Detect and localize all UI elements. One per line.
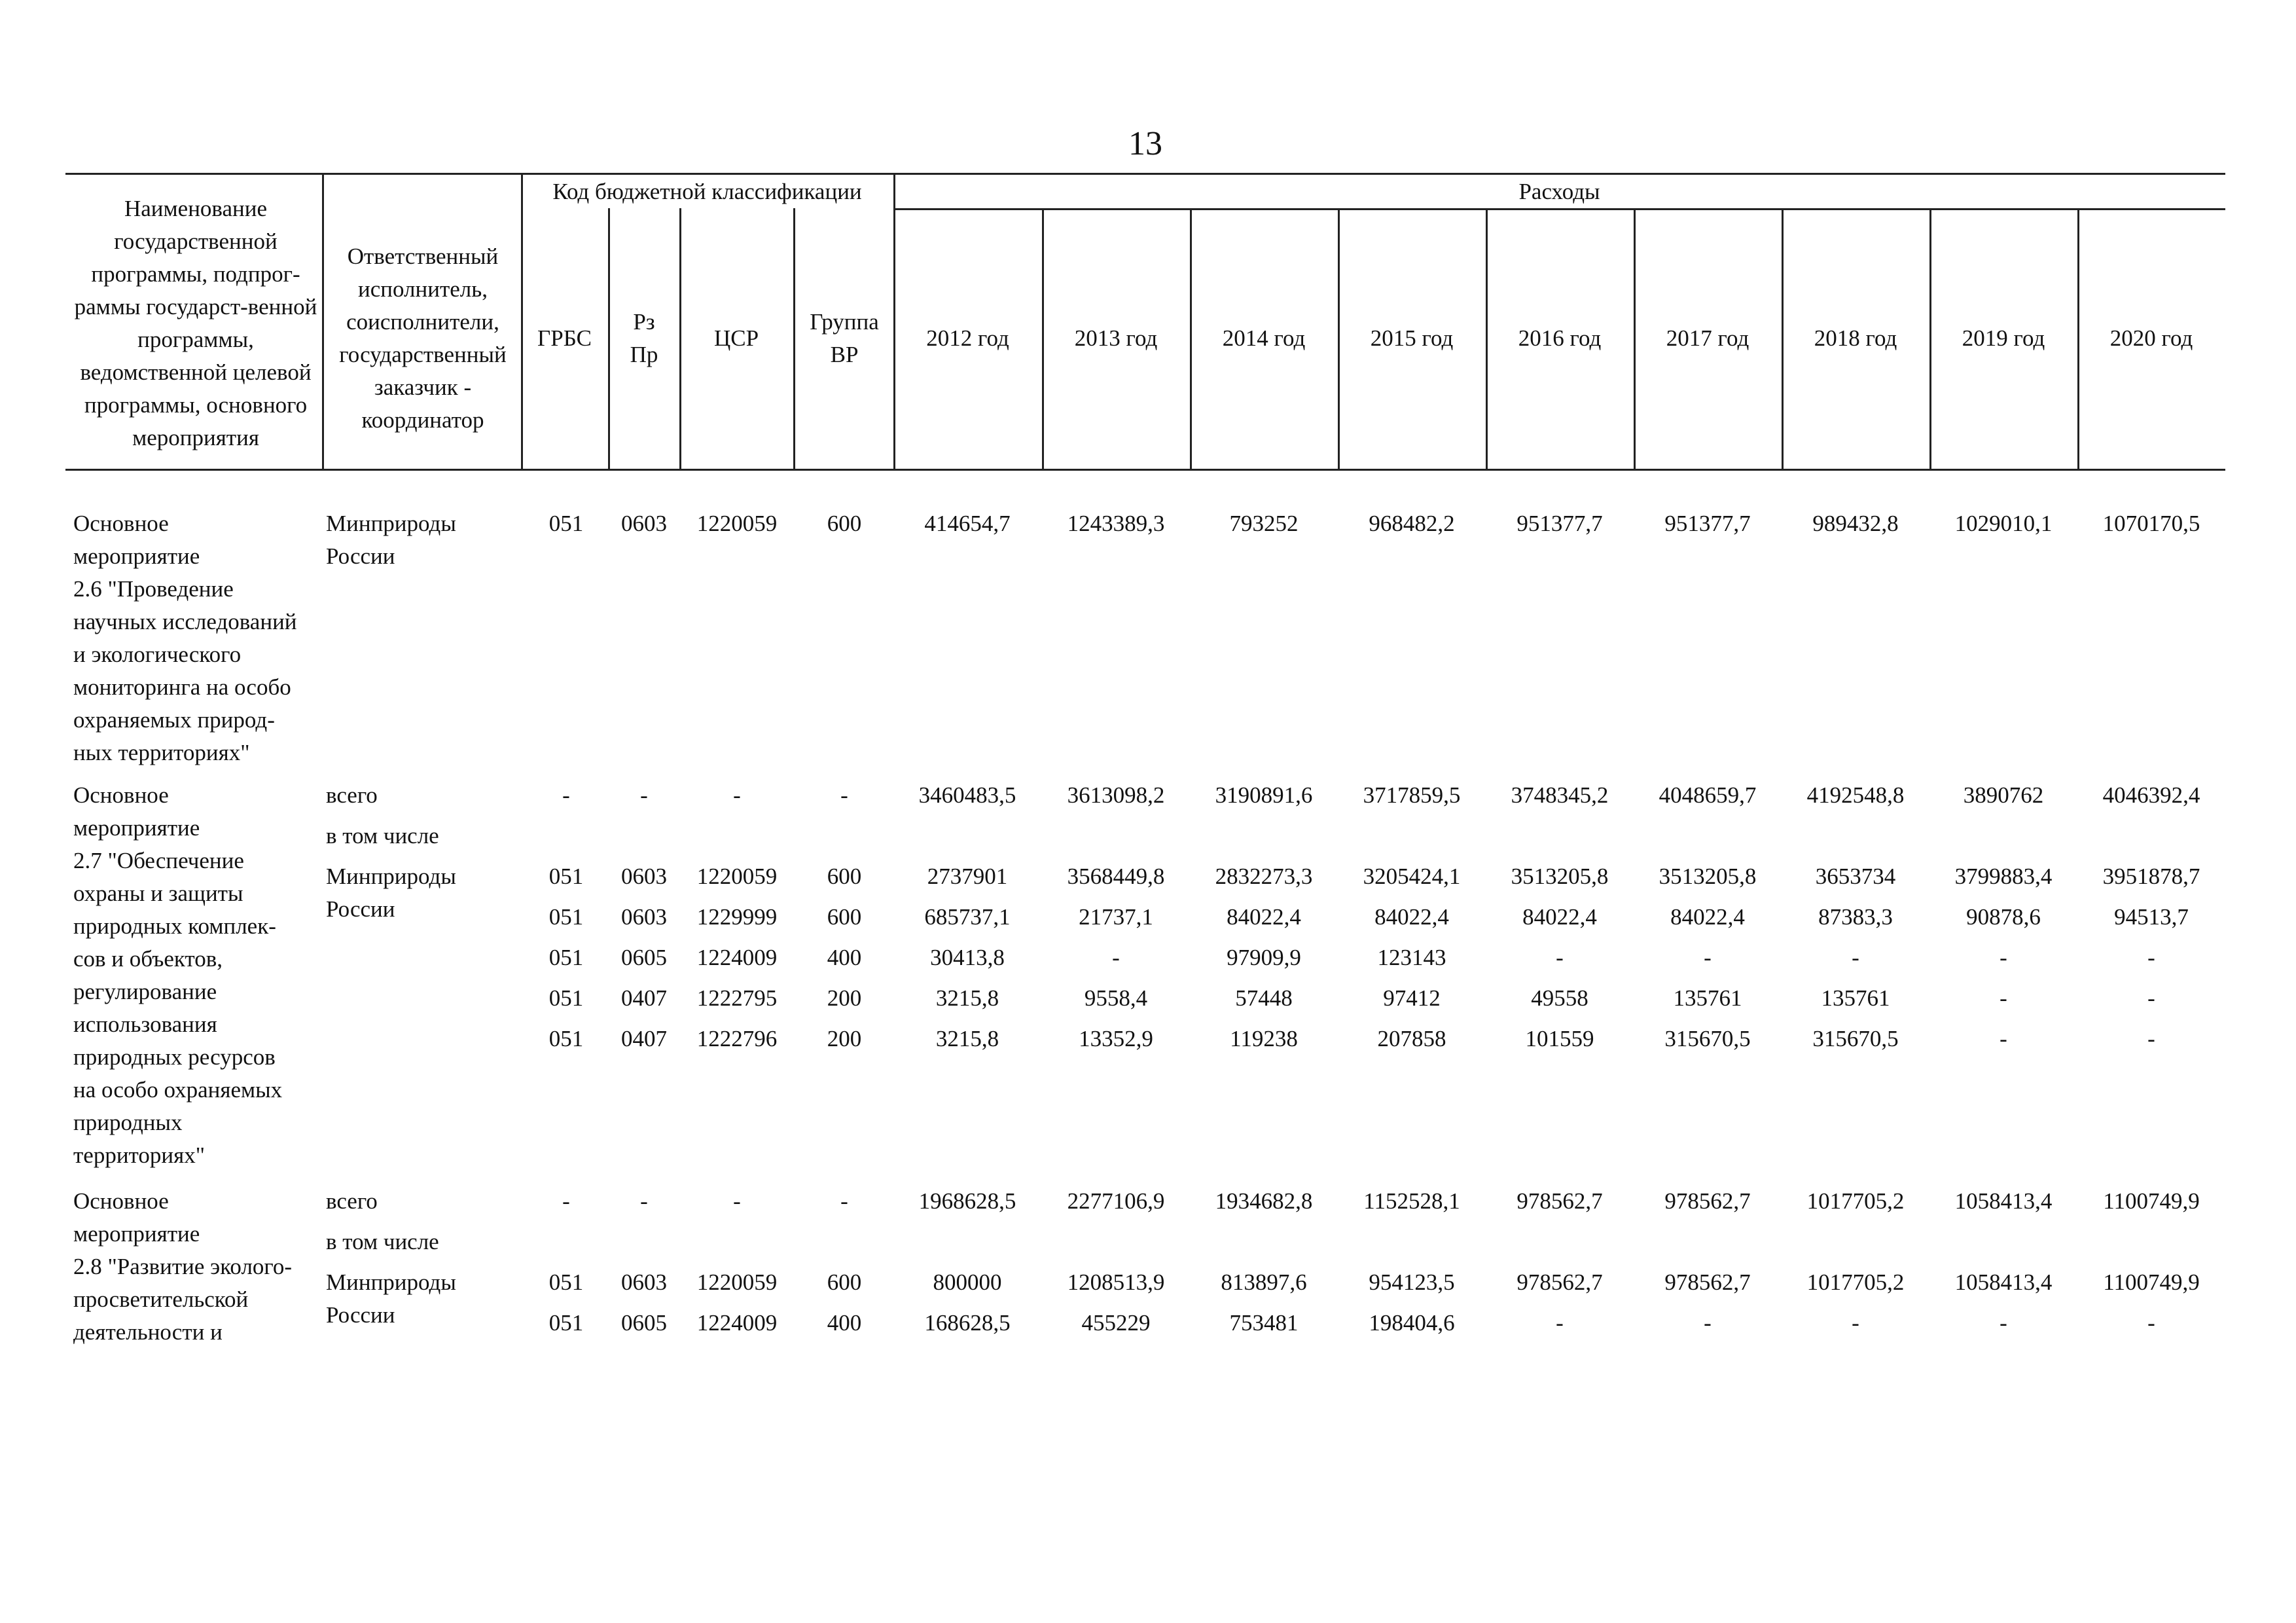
budget-code-vr: 200 bbox=[827, 1026, 862, 1051]
expense-value: 4046392,4 bbox=[2102, 782, 2200, 808]
expense-value: 94513,7 bbox=[2114, 904, 2189, 930]
budget-code-csr: 1220059 bbox=[696, 1269, 778, 1295]
budget-code-vr: 600 bbox=[827, 511, 862, 536]
program-name-line: деятельности и bbox=[73, 1319, 223, 1345]
budget-code-rzpr: 0603 bbox=[621, 1269, 667, 1295]
expense-value: 793252 bbox=[1229, 511, 1299, 536]
budget-code-rzpr: - bbox=[640, 782, 648, 808]
header-divider bbox=[793, 208, 795, 470]
expense-value: 315670,5 bbox=[1664, 1026, 1751, 1051]
expense-value: 1070170,5 bbox=[2102, 511, 2200, 536]
expense-value: 1058413,4 bbox=[1954, 1269, 2053, 1295]
program-name-line: Основное bbox=[73, 1188, 169, 1214]
responsible-executor: Минприроды bbox=[326, 1269, 456, 1295]
budget-code-vr: 600 bbox=[827, 904, 862, 930]
expense-value: - bbox=[2147, 1026, 2155, 1051]
budget-code-vr: - bbox=[840, 782, 848, 808]
budget-code-grbs: 051 bbox=[548, 945, 584, 970]
budget-code-vr: 400 bbox=[827, 1310, 862, 1336]
budget-code-vr: 200 bbox=[827, 985, 862, 1011]
expense-value: 2737901 bbox=[927, 864, 1008, 889]
header-group-vr: Группа ВР bbox=[810, 309, 879, 367]
program-name-line: территориях" bbox=[73, 1142, 206, 1168]
expense-value: 2277106,9 bbox=[1067, 1188, 1165, 1214]
program-name-line: просветительской bbox=[73, 1286, 249, 1312]
expense-value: 1208513,9 bbox=[1067, 1269, 1165, 1295]
budget-code-vr: - bbox=[840, 1188, 848, 1214]
expense-value: 90878,6 bbox=[1966, 904, 2041, 930]
header-responsible-column: Ответственный исполнитель, соисполнители, государственный заказчик - координатор bbox=[339, 244, 507, 433]
budget-code-vr: 600 bbox=[827, 1269, 862, 1295]
expense-value: 978562,7 bbox=[1664, 1269, 1751, 1295]
expense-value: 3799883,4 bbox=[1954, 864, 2053, 889]
expense-value: 97909,9 bbox=[1227, 945, 1301, 970]
expense-value: 3653734 bbox=[1815, 864, 1896, 889]
expense-value: 3205424,1 bbox=[1363, 864, 1461, 889]
program-name-line: Основное bbox=[73, 511, 169, 536]
budget-code-rzpr: 0407 bbox=[621, 1026, 667, 1051]
header-csr: ЦСР bbox=[713, 325, 759, 351]
program-name-line: мониторинга на особо bbox=[73, 674, 291, 700]
header-year-2018: 2018 год bbox=[1814, 325, 1897, 351]
program-name-line: на особо охраняемых bbox=[73, 1077, 283, 1103]
expense-value: 978562,7 bbox=[1516, 1188, 1603, 1214]
expense-value: 135761 bbox=[1673, 985, 1742, 1011]
expense-value: 968482,2 bbox=[1369, 511, 1455, 536]
budget-code-csr: 1224009 bbox=[696, 1310, 778, 1336]
expense-value: 168628,5 bbox=[924, 1310, 1011, 1336]
header-year-2014: 2014 год bbox=[1222, 325, 1306, 351]
expense-value: 3215,8 bbox=[935, 985, 999, 1011]
expense-value: - bbox=[2147, 945, 2155, 970]
program-name-line: природных ресурсов bbox=[73, 1044, 276, 1070]
program-name-line: мероприятие bbox=[73, 815, 200, 841]
header-year-2015: 2015 год bbox=[1370, 325, 1454, 351]
expense-value: 414654,7 bbox=[924, 511, 1011, 536]
program-name-line: сов и объектов, bbox=[73, 946, 223, 972]
header-year-2013: 2013 год bbox=[1074, 325, 1158, 351]
program-name-line: ных территориях" bbox=[73, 740, 250, 765]
budget-code-csr: 1220059 bbox=[696, 511, 778, 536]
header-divider bbox=[322, 173, 324, 470]
expense-value: 455229 bbox=[1081, 1310, 1151, 1336]
responsible-executor: в том числе bbox=[326, 1229, 439, 1254]
expense-value: 3460483,5 bbox=[918, 782, 1016, 808]
program-name-line: охраны и защиты bbox=[73, 881, 243, 906]
budget-code-grbs: 051 bbox=[548, 985, 584, 1011]
expense-value: 951377,7 bbox=[1664, 511, 1751, 536]
expense-value: 1058413,4 bbox=[1954, 1188, 2053, 1214]
budget-code-grbs: 051 bbox=[548, 511, 584, 536]
program-name-line: Основное bbox=[73, 782, 169, 808]
header-grbs: ГРБС bbox=[537, 325, 592, 351]
expense-value: 49558 bbox=[1531, 985, 1588, 1011]
expense-value: 1100749,9 bbox=[2103, 1188, 2200, 1214]
budget-code-csr: 1224009 bbox=[696, 945, 778, 970]
budget-code-rzpr: - bbox=[640, 1188, 648, 1214]
program-name-line: мероприятие bbox=[73, 1221, 200, 1247]
expense-value: - bbox=[1704, 1310, 1712, 1336]
header-expenses: Расходы bbox=[1518, 179, 1600, 204]
expense-value: 101559 bbox=[1525, 1026, 1594, 1051]
expense-value: 2832273,3 bbox=[1215, 864, 1313, 889]
budget-code-grbs: - bbox=[562, 782, 570, 808]
responsible-executor: в том числе bbox=[326, 823, 439, 848]
expense-value: 989432,8 bbox=[1812, 511, 1899, 536]
expense-value: 84022,4 bbox=[1522, 904, 1597, 930]
program-name-line: 2.6 "Проведение bbox=[73, 576, 234, 602]
expense-value: 84022,4 bbox=[1227, 904, 1301, 930]
expense-value: 954123,5 bbox=[1369, 1269, 1455, 1295]
budget-code-rzpr: 0603 bbox=[621, 904, 667, 930]
expense-value: 3951878,7 bbox=[2102, 864, 2200, 889]
expense-value: - bbox=[1112, 945, 1120, 970]
expense-value: 9558,4 bbox=[1084, 985, 1148, 1011]
page-number: 13 bbox=[1128, 125, 1162, 162]
budget-code-csr: - bbox=[733, 782, 741, 808]
budget-code-grbs: 051 bbox=[548, 864, 584, 889]
budget-code-rzpr: 0605 bbox=[621, 1310, 667, 1336]
program-name-line: и экологического bbox=[73, 642, 242, 667]
budget-code-csr: - bbox=[733, 1188, 741, 1214]
program-name-line: регулирование bbox=[73, 979, 217, 1004]
expense-value: 3890762 bbox=[1963, 782, 2044, 808]
expense-value: 3613098,2 bbox=[1067, 782, 1165, 808]
expense-value: - bbox=[1556, 945, 1564, 970]
responsible-executor: России bbox=[326, 896, 395, 922]
expense-value: 1934682,8 bbox=[1215, 1188, 1313, 1214]
budget-code-vr: 400 bbox=[827, 945, 862, 970]
header-year-2017: 2017 год bbox=[1666, 325, 1749, 351]
expense-value: 4192548,8 bbox=[1806, 782, 1905, 808]
expense-value: - bbox=[2000, 1026, 2007, 1051]
expense-value: 3568449,8 bbox=[1067, 864, 1165, 889]
budget-code-csr: 1222795 bbox=[696, 985, 778, 1011]
program-name-line: мероприятие bbox=[73, 543, 200, 569]
expense-value: - bbox=[2000, 1310, 2007, 1336]
program-name-line: природных bbox=[73, 1110, 183, 1135]
program-name-line: 2.8 "Развитие эколого- bbox=[73, 1254, 293, 1279]
budget-code-grbs: 051 bbox=[548, 1310, 584, 1336]
expense-value: - bbox=[1556, 1310, 1564, 1336]
budget-code-rzpr: 0605 bbox=[621, 945, 667, 970]
expense-value: 800000 bbox=[933, 1269, 1002, 1295]
expense-value: 813897,6 bbox=[1221, 1269, 1307, 1295]
program-name-line: 2.7 "Обеспечение bbox=[73, 848, 244, 873]
responsible-executor: всего bbox=[326, 782, 378, 808]
expense-value: 123143 bbox=[1377, 945, 1446, 970]
expense-value: 135761 bbox=[1821, 985, 1890, 1011]
expense-value: 3748345,2 bbox=[1511, 782, 1609, 808]
expense-value: 21737,1 bbox=[1079, 904, 1153, 930]
header-year-2020: 2020 год bbox=[2109, 325, 2193, 351]
budget-code-grbs: 051 bbox=[548, 904, 584, 930]
expense-value: 3513205,8 bbox=[1659, 864, 1757, 889]
expense-value: 1968628,5 bbox=[918, 1188, 1016, 1214]
budget-code-rzpr: 0407 bbox=[621, 985, 667, 1011]
expense-value: 1029010,1 bbox=[1954, 511, 2053, 536]
responsible-executor: России bbox=[326, 1302, 395, 1328]
budget-code-csr: 1229999 bbox=[696, 904, 778, 930]
responsible-executor: России bbox=[326, 543, 395, 569]
expense-value: 84022,4 bbox=[1374, 904, 1449, 930]
expense-value: 198404,6 bbox=[1369, 1310, 1455, 1336]
expense-value: 978562,7 bbox=[1664, 1188, 1751, 1214]
responsible-executor: Минприроды bbox=[326, 511, 456, 536]
expense-value: 97412 bbox=[1383, 985, 1441, 1011]
program-name-line: научных исследований bbox=[73, 609, 297, 634]
program-name-line: охраняемых природ- bbox=[73, 707, 275, 733]
expense-value: - bbox=[2000, 985, 2007, 1011]
expense-value: - bbox=[1852, 1310, 1859, 1336]
program-name-line: природных комплек- bbox=[73, 913, 276, 939]
expense-value: 87383,3 bbox=[1818, 904, 1893, 930]
expense-value: 3190891,6 bbox=[1215, 782, 1313, 808]
header-year-2019: 2019 год bbox=[1962, 325, 2045, 351]
header-bottom-border bbox=[65, 469, 2225, 471]
expense-value: 951377,7 bbox=[1516, 511, 1603, 536]
expense-value: 13352,9 bbox=[1079, 1026, 1153, 1051]
expense-value: 1100749,9 bbox=[2103, 1269, 2200, 1295]
responsible-executor: всего bbox=[326, 1188, 378, 1214]
expense-value: 753481 bbox=[1229, 1310, 1299, 1336]
expense-value: - bbox=[2147, 985, 2155, 1011]
responsible-executor: Минприроды bbox=[326, 864, 456, 889]
expense-value: 3717859,5 bbox=[1363, 782, 1461, 808]
expense-value: 1243389,3 bbox=[1067, 511, 1165, 536]
header-year-2012: 2012 год bbox=[926, 325, 1009, 351]
budget-code-rzpr: 0603 bbox=[621, 511, 667, 536]
budget-code-grbs: - bbox=[562, 1188, 570, 1214]
expense-value: - bbox=[2000, 945, 2007, 970]
budget-code-csr: 1220059 bbox=[696, 864, 778, 889]
table-top-border bbox=[65, 173, 2225, 175]
expense-value: 1152528,1 bbox=[1363, 1188, 1460, 1214]
expense-value: 4048659,7 bbox=[1659, 782, 1757, 808]
budget-code-grbs: 051 bbox=[548, 1026, 584, 1051]
expense-value: 119238 bbox=[1230, 1026, 1298, 1051]
header-divider bbox=[608, 208, 610, 470]
expense-value: - bbox=[1852, 945, 1859, 970]
header-budget-code: Код бюджетной классификации bbox=[552, 179, 862, 204]
expense-value: 685737,1 bbox=[924, 904, 1011, 930]
expense-value: 1017705,2 bbox=[1806, 1188, 1905, 1214]
expense-value: - bbox=[2147, 1310, 2155, 1336]
expense-value: 1017705,2 bbox=[1806, 1269, 1905, 1295]
expense-value: 978562,7 bbox=[1516, 1269, 1603, 1295]
expense-value: - bbox=[1704, 945, 1712, 970]
budget-code-grbs: 051 bbox=[548, 1269, 584, 1295]
budget-code-vr: 600 bbox=[827, 864, 862, 889]
header-name-column: Наименование государственной программы, подпрог-раммы государст-венной программы, ведомственной целевой программы, основного мероприятия bbox=[74, 196, 317, 450]
header-year-2016: 2016 год bbox=[1518, 325, 1602, 351]
expense-value: 30413,8 bbox=[930, 945, 1005, 970]
budget-code-rzpr: 0603 bbox=[621, 864, 667, 889]
header-rzpr: Рз Пр bbox=[630, 309, 658, 367]
expense-value: 84022,4 bbox=[1670, 904, 1745, 930]
expense-value: 57448 bbox=[1235, 985, 1293, 1011]
program-name-line: использования bbox=[73, 1012, 217, 1037]
expense-value: 3513205,8 bbox=[1511, 864, 1609, 889]
budget-code-csr: 1222796 bbox=[696, 1026, 778, 1051]
expense-value: 315670,5 bbox=[1812, 1026, 1899, 1051]
expense-value: 207858 bbox=[1377, 1026, 1446, 1051]
expense-value: 3215,8 bbox=[935, 1026, 999, 1051]
